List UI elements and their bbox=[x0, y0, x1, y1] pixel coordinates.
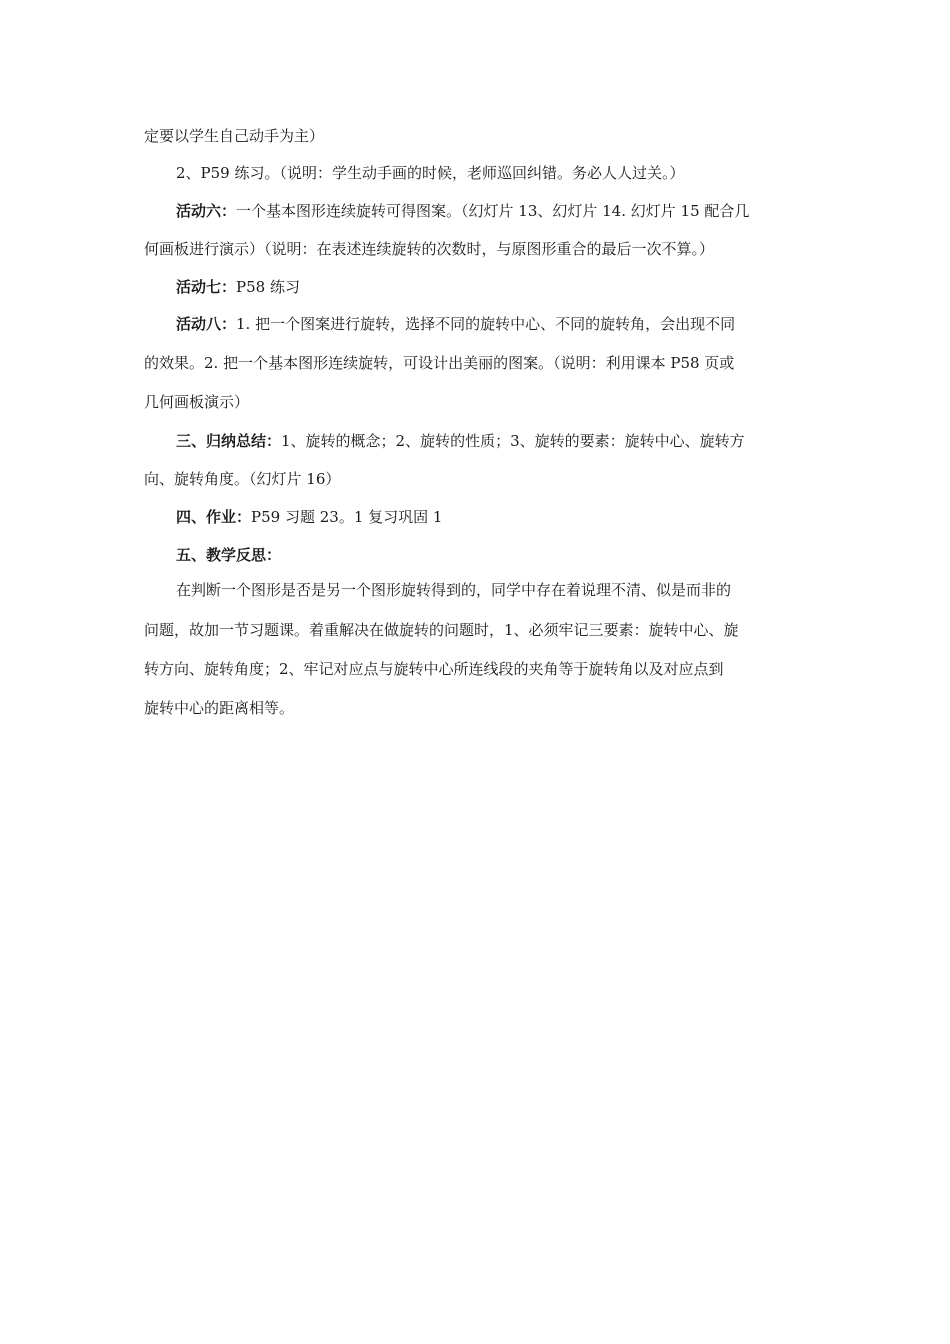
paragraph-line-4 bbox=[144, 239, 808, 259]
activity-six-line bbox=[176, 201, 808, 221]
line-text: P58 练习 bbox=[236, 278, 300, 296]
line-text: 转方向、旋转角度；2、牢记对应点与旋转中心所连线段的夹角等于旋转角以及对应点到 bbox=[144, 660, 724, 678]
line-text: 1、旋转的概念；2、旋转的性质；3、旋转的要素：旋转中心、旋转方 bbox=[281, 432, 745, 450]
paragraph-line-13 bbox=[176, 580, 808, 600]
line-text: 在判断一个图形是否是另一个图形旋转得到的，同学中存在着说理不清、似是而非的 bbox=[176, 581, 732, 599]
summary-line bbox=[176, 431, 808, 451]
line-text: 几何画板演示） bbox=[144, 393, 250, 411]
homework-line bbox=[176, 507, 808, 527]
paragraph-line-14 bbox=[144, 620, 808, 640]
line-text: 向、旋转角度。（幻灯片 16） bbox=[144, 470, 341, 488]
line-text: 旋转中心的距离相等。 bbox=[144, 699, 295, 717]
paragraph-line-10 bbox=[144, 469, 808, 489]
line-text: 2、P59 练习。（说明：学生动手画的时候，老师巡回纠错。务必人人过关。） bbox=[176, 164, 685, 182]
line-text: 的效果。2. 把一个基本图形连续旋转，可设计出美丽的图案。（说明：利用课本 P58 页或 bbox=[144, 354, 735, 372]
line-text: 一个基本图形连续旋转可得图案。（幻灯片 13、幻灯片 14. 幻灯片 15 配合几 bbox=[236, 202, 750, 220]
line-text: 1. 把一个图案进行旋转，选择不同的旋转中心、不同的旋转角，会出现不同 bbox=[236, 315, 736, 333]
activity-eight-line bbox=[176, 314, 808, 334]
paragraph-line-7 bbox=[144, 353, 808, 373]
activity-seven-line bbox=[176, 277, 808, 297]
paragraph-line-2 bbox=[176, 163, 808, 183]
line-text: 定要以学生自己动手为主） bbox=[144, 127, 325, 145]
paragraph-line-8 bbox=[144, 392, 808, 412]
summary-label: 三、归纳总结： bbox=[176, 432, 282, 450]
paragraph-line-1 bbox=[144, 126, 808, 146]
activity-eight-label: 活动八： bbox=[176, 315, 237, 333]
reflection-heading-line bbox=[176, 545, 808, 565]
line-text: P59 习题 23。1 复习巩固 1 bbox=[251, 508, 443, 526]
line-text: 问题，故加一节习题课。着重解决在做旋转的问题时，1、必须牢记三要素：旋转中心、旋 bbox=[144, 621, 739, 639]
paragraph-line-16 bbox=[144, 698, 808, 718]
activity-seven-label: 活动七： bbox=[176, 278, 237, 296]
line-text: 何画板进行演示）（说明：在表述连续旋转的次数时，与原图形重合的最后一次不算。） bbox=[144, 240, 715, 258]
activity-six-label: 活动六： bbox=[176, 202, 237, 220]
homework-label: 四、作业： bbox=[176, 508, 252, 526]
paragraph-line-15 bbox=[144, 659, 808, 679]
reflection-heading: 五、教学反思： bbox=[176, 546, 282, 564]
